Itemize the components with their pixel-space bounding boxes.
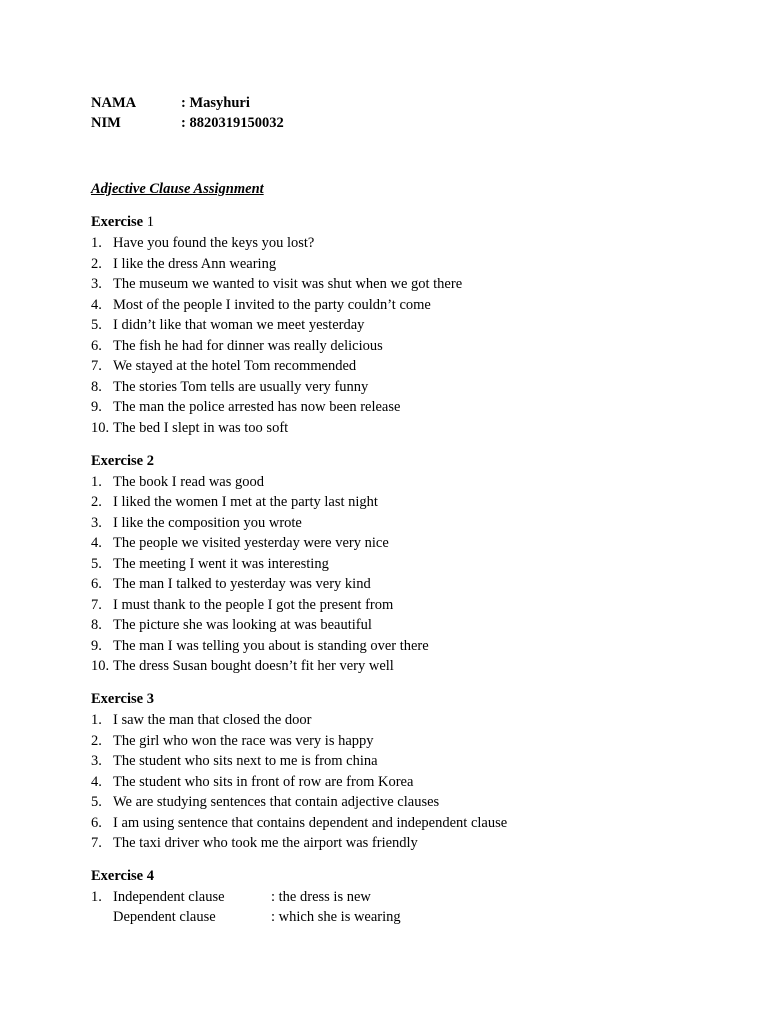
item-number: 7. xyxy=(91,835,102,851)
item-number: 6. xyxy=(91,815,102,831)
exercise-word: Exercise xyxy=(91,868,144,884)
item-text: I must thank to the people I got the present from xyxy=(113,597,394,613)
item-text: The meeting I went it was interesting xyxy=(113,556,329,572)
item-number: 9. xyxy=(91,399,102,415)
exercise-2-heading xyxy=(91,451,154,471)
exercise-number: 1 xyxy=(146,214,154,230)
exercise-number: 4 xyxy=(146,868,154,884)
clause-value: : the dress is new xyxy=(271,889,371,905)
item-number: 3. xyxy=(91,753,102,769)
item-number: 1. xyxy=(91,889,102,905)
item-number: 1. xyxy=(91,712,102,728)
name-label: NAMA xyxy=(91,95,137,111)
item-text: The people we visited yesterday were very nice xyxy=(113,535,389,551)
item-text: I liked the women I met at the party last night xyxy=(113,494,378,510)
item-text: I am using sentence that contains dependent and independent clause xyxy=(113,815,508,831)
item-number: 1. xyxy=(91,474,102,490)
item-number: 4. xyxy=(91,297,102,313)
item-text: The dress Susan bought doesn’t fit her very well xyxy=(113,658,394,674)
exercise-number: 2 xyxy=(146,453,154,469)
item-number: 8. xyxy=(91,617,102,633)
name-value: : Masyhuri xyxy=(181,95,250,111)
item-number: 10. xyxy=(91,658,110,674)
item-number: 9. xyxy=(91,638,102,654)
item-number: 5. xyxy=(91,556,102,572)
item-text: The student who sits in front of row are from Korea xyxy=(113,774,414,790)
item-text: The man I was telling you about is standing over there xyxy=(113,638,429,654)
item-text: The bed I slept in was too soft xyxy=(113,420,289,436)
item-text: Have you found the keys you lost? xyxy=(113,235,315,251)
item-number: 5. xyxy=(91,794,102,810)
exercise-3-heading xyxy=(91,689,154,709)
clause-value: : which she is wearing xyxy=(271,909,401,925)
nim-value: : 8820319150032 xyxy=(181,115,284,131)
item-number: 2. xyxy=(91,494,102,510)
item-text: We are studying sentences that contain adjective clauses xyxy=(113,794,440,810)
item-number: 7. xyxy=(91,358,102,374)
item-number: 6. xyxy=(91,338,102,354)
item-text: We stayed at the hotel Tom recommended xyxy=(113,358,357,374)
item-number: 4. xyxy=(91,535,102,551)
item-text: The girl who won the race was very is happy xyxy=(113,733,374,749)
item-text: The picture she was looking at was beautiful xyxy=(113,617,372,633)
item-text: The fish he had for dinner was really delicious xyxy=(113,338,383,354)
item-number: 1. xyxy=(91,235,102,251)
item-text: The book I read was good xyxy=(113,474,264,490)
clause-label: Dependent clause xyxy=(113,909,216,925)
exercise-word: Exercise xyxy=(91,453,144,469)
item-text: The student who sits next to me is from china xyxy=(113,753,378,769)
item-number: 7. xyxy=(91,597,102,613)
exercise-1-heading xyxy=(91,212,154,232)
item-text: The stories Tom tells are usually very funny xyxy=(113,379,369,395)
item-number: 3. xyxy=(91,276,102,292)
exercise-word: Exercise xyxy=(91,214,144,230)
clause-label: Independent clause xyxy=(113,889,225,905)
item-text: The man the police arrested has now been release xyxy=(113,399,401,415)
item-text: Most of the people I invited to the party couldn’t come xyxy=(113,297,431,313)
item-number: 5. xyxy=(91,317,102,333)
item-number: 10. xyxy=(91,420,110,436)
item-number: 3. xyxy=(91,515,102,531)
item-text: The taxi driver who took me the airport was friendly xyxy=(113,835,418,851)
document-title: Adjective Clause Assignment xyxy=(91,181,264,197)
item-number: 8. xyxy=(91,379,102,395)
item-number: 2. xyxy=(91,733,102,749)
exercise-number: 3 xyxy=(146,691,154,707)
item-text: I didn’t like that woman we meet yesterday xyxy=(113,317,365,333)
exercise-word: Exercise xyxy=(91,691,144,707)
item-text: The museum we wanted to visit was shut when we got there xyxy=(113,276,463,292)
item-text: I like the composition you wrote xyxy=(113,515,302,531)
item-number: 4. xyxy=(91,774,102,790)
item-text: I like the dress Ann wearing xyxy=(113,256,277,272)
exercise-4-heading xyxy=(91,866,154,886)
item-text: I saw the man that closed the door xyxy=(113,712,312,728)
item-number: 2. xyxy=(91,256,102,272)
item-number: 6. xyxy=(91,576,102,592)
item-text: The man I talked to yesterday was very kind xyxy=(113,576,371,592)
nim-label: NIM xyxy=(91,115,121,131)
